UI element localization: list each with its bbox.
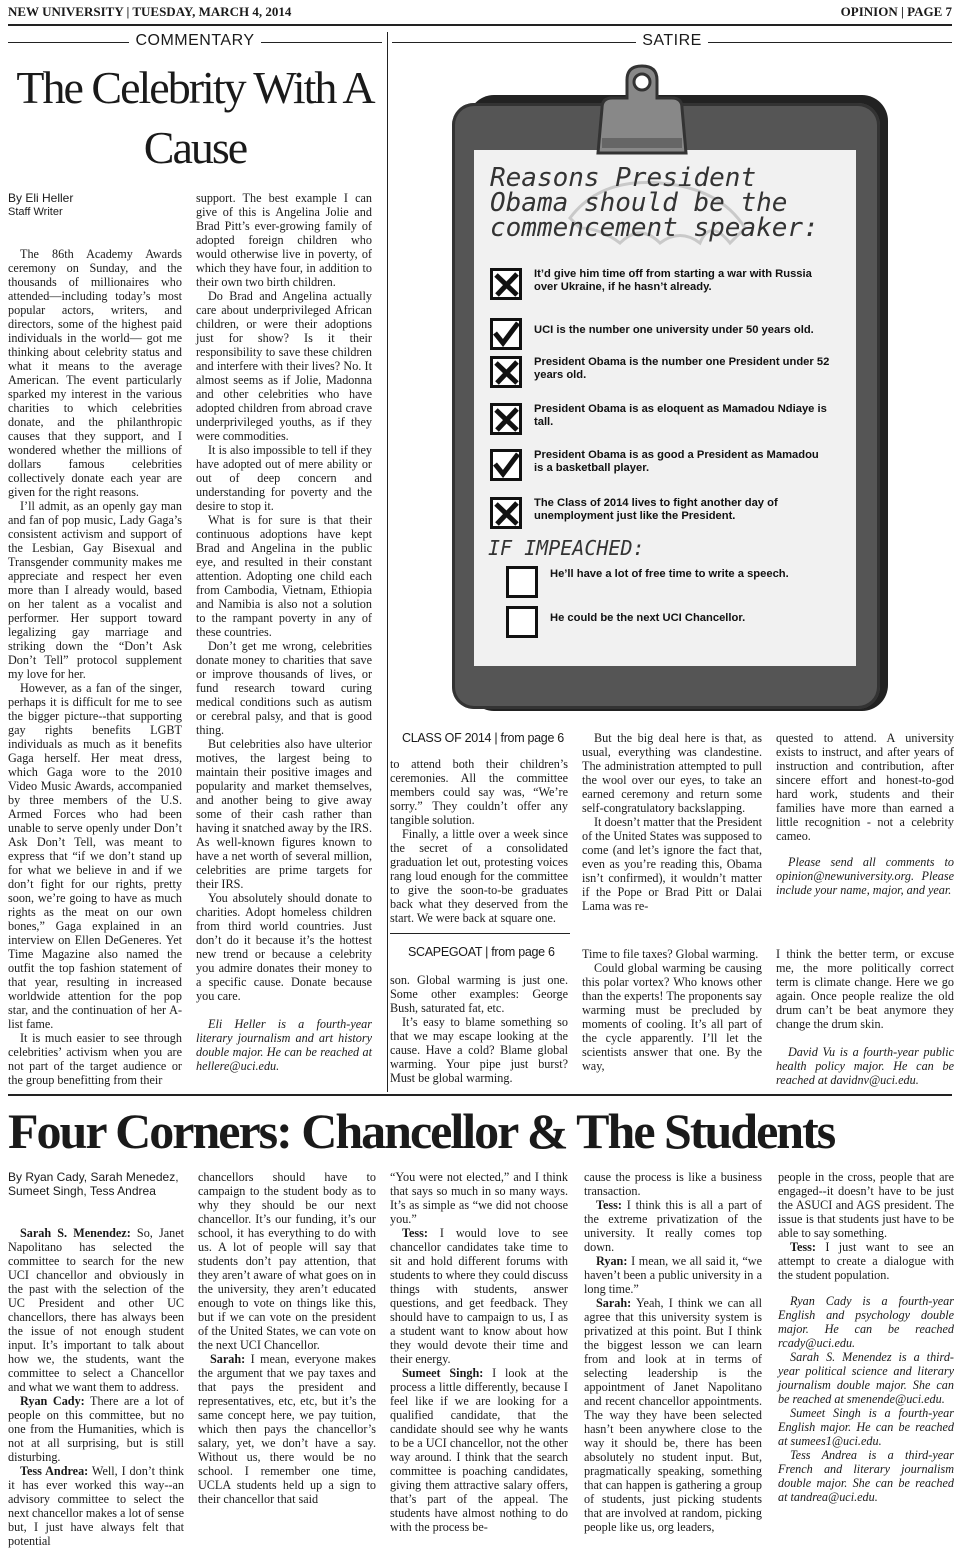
speech: I look at the process a little differently, because I feel like if we are looking for a qualified candidate, that the candidate should see why he wants to be a UCI chancellor, not the other way around. I think that the search committee is poaching candidates, giving them attractive salary offers, that’s part of the appeal. The students have almost nothing to do with the process be- <box>390 1366 568 1534</box>
paragraph: support. The best example I can give of this is Angelina Jolie and Brad Pitt’s ever-growing family of adopted foreign children who would otherwise live in poverty, of which they have four, in addition to their own two birth children. <box>196 191 372 289</box>
jump-page: from page 6 <box>500 731 564 745</box>
scapegoat-jump-head: SCAPEGOAT | from page 6 <box>408 945 555 959</box>
author-tagline: Sarah S. Menendez is a third-year political science and literary journalism double major. She can be reached at smenende@uci.edu. <box>778 1350 954 1406</box>
paragraph: The 86th Academy Awards ceremony on Sunday, and the thousands of millionaires who attended—including today’s most popular actors, writers, and directors, some of the highest paid individuals in the world— got me thinking about celebrity status and what it means to the average American. The event particularly sparked my interest in the various charities to which celebrities donate, and the philanthropic causes that they support, and I wondered whether the millions of dollars famous celebrities collectively donate each year are given for the right reasons. <box>8 247 182 499</box>
speaker: Ryan Cady: <box>20 1394 85 1408</box>
class2014-jump-head: CLASS OF 2014 | from page 6 <box>402 731 564 745</box>
paragraph: However, as a fan of the singer, perhaps it is difficult for me to see the bigger picture--that supporting gay rights benefits LGBT individuals as much as it benefits Gaga herself. Her meat dress, which Gaga wore to the 2010 Video Music Awards, accompanied by three members of the U.S. Armed Forces who had been unable to serve openly under Don’t Ask Don’t Tell, was meant to express that “if we don’t stand up for what we believe in and if we don’t fight for our rights, pretty soon, we’re going to have as much rights as the meat on our own bones,” Gaga explained in an interview on Ellen DeGeneres. Yet Time Magazine also named the outfit the top fashion statement of that year, resulting in increased worldwide attention for the pop star, and the continuation of her A-list fame. <box>8 681 182 1031</box>
checklist-item-text: President Obama is the number one President under 52 years old. <box>534 356 830 381</box>
corners-column-3 <box>390 1170 568 1534</box>
paragraph: Could global warming be causing this polar vortex? Who knows other than the experts! The proponents say warming must be precluded by moments of cooling. It’s all part of the cycle apparently. I’ll let the scientists answer that one. By the way, <box>582 961 762 1073</box>
speaker: Tess: <box>402 1226 428 1240</box>
paragraph: It doesn’t matter that the President of the United States was supposed to come (and let’s ignore the fact that, even as you’re reading this, Obama isn’t confirmed), it wouldn’t matter if the Pope or Brad Pitt or Dalai Lama was re- <box>582 815 762 913</box>
author-tagline: Sumeet Singh is a fourth-year English major. He can be reached at sumees1@uci.edu. <box>778 1406 954 1448</box>
four-corners-headline: Four Corners: Chancellor & The Students <box>8 1103 835 1159</box>
checklist-item-text: President Obama is as good a President as Mamadou is a basketball player. <box>534 449 819 474</box>
checklist-item <box>490 449 830 481</box>
speech: people in the cross, people that are engaged--it doesn’t have to be just the ASUCI and AGS president. The issue is that students just have to be able to say something. <box>778 1170 954 1240</box>
speech: I mean, we all said it, “we haven’t been a public university in a long time.” <box>584 1254 762 1296</box>
paragraph: I’ll admit, as an openly gay man and fan of pop music, Lady Gaga’s consistent activism and support of the Lesbian, Gay Bisexual and Transgender community makes me appreciate and respect her even more than I already would, based on her talent as a vocalist and performer. Her support toward legalizing gay marriage and striking down the “Don’t Ask Don’t Tell” protocol supplement my love for her. <box>8 499 182 681</box>
speech: I just want to see an attempt to create a dialogue with the student population. <box>778 1240 954 1282</box>
speech: “You were not elected,” and I think that says so much in so many ways. It’s as simple as “we did not choose you.” <box>390 1170 568 1226</box>
empty-box-icon <box>506 606 538 638</box>
paragraph: It is much easier to see through celebrities’ activism when you are not part of the target audience or the group benefitting from their <box>8 1031 182 1087</box>
speech: I think this is all a part of the extreme privatization of the university. It really comes top down. <box>584 1198 762 1254</box>
jump-page: from page 6 <box>491 945 555 959</box>
checklist-item-text: He could be the next UCI Chancellor. <box>550 612 746 624</box>
commentary-headline <box>10 58 380 178</box>
speech: cause the process is like a business transaction. <box>584 1170 762 1198</box>
author-role: Staff Writer <box>8 206 63 218</box>
speaker: Sarah S. Menendez: <box>20 1226 131 1240</box>
paragraph: quested to attend. A university exists to instruct, and after years of instruction and contribution, after sincere effort and honest-to-god hard work, students and their families have more than earned a little recognition - not a celebrity cameo. <box>776 731 954 843</box>
scapegoat-column-1 <box>390 973 568 1085</box>
paragraph: It’s easy to blame something so that we may escape looking at the cause. Have a cold? Blame global warming. Your pipe just burst? Must be global warming. <box>390 1015 568 1085</box>
paragraph: But celebrities also have ulterior motives, the largest being to maintain their positive images and popularity and market themselves, and another being to give away some of their cash rather than having it snatched away by the IRS. As well-known figures known to have a net worth of several million, celebrities are prime targets for their IRS. <box>196 737 372 891</box>
speaker: Sarah: <box>210 1352 246 1366</box>
speaker: Ryan: <box>596 1254 628 1268</box>
paragraph: Finally, a little over a week since the secret of a consolidated graduation let out, protesting voices rang loud enough for the committee to give the soon-to-be graduates back what they deserved from the start. We were back at square one. <box>390 827 568 925</box>
commentary-column-2 <box>196 191 372 1073</box>
paragraph: I think the better term, or excuse me, the more politically correct term is climate change. Here we go again. Once people realize the old drum can’t be beat anymore they change the drum skin. <box>776 947 954 1031</box>
headline-line-1: The Celebrity With A <box>16 62 374 113</box>
speaker: Tess: <box>790 1240 816 1254</box>
checked-box-icon <box>490 449 522 481</box>
commentary-section-header <box>8 32 382 50</box>
checked-box-icon <box>490 403 522 435</box>
checklist-item-text: He’ll have a lot of free time to write a speech. <box>550 568 789 580</box>
checklist-item-text: The Class of 2014 lives to fight another day of unemployment just like the President. <box>534 497 778 522</box>
checklist-item <box>506 566 846 598</box>
author-tagline: Tess Andrea is a third-year French and literary journalism double major. She can be reached at tandrea@uci.edu. <box>778 1448 954 1504</box>
speech: chancellors should have to campaign to the student body as to why they should be our next chancellor. It’s our funding, it’s our school, it has everything to do with us. A lot of people will say that students don’t pay attention, that they aren’t aware of what goes on in the university, they aren’t educated enough to vote on things like this, but if we can vote on the president of the United States, we can vote on the next UCI Chancellor. <box>198 1170 376 1352</box>
corners-column-5 <box>778 1170 954 1504</box>
checklist-item-text: UCI is the number one university under 50 years old. <box>534 324 814 336</box>
speech: Yeah, I think we can all agree that this university system is privatized at this point. But I think the biggest lesson we can learn from and look at in terms of selecting leadership is the appointment of Janet Napolitano and recent chancellor appointments. The way they have been selected hasn’t been anywhere close to the way it should be, there has been absolutely no student input. But, pragmatically speaking, something that can happen is gathering a group of students, just picking students that are involved at random, picking people like us, org leaders, <box>584 1296 762 1534</box>
speaker: Tess: <box>596 1198 622 1212</box>
speech: I mean, everyone makes the argument that we pay taxes and that pays the president and representatives, etc, etc, but it’s the same concept here, we pay tuition, which then pays the chancellor’s salary, yet, we don’t have a say. Without us, there would be no school. I remember one time, UCLA students held up a sign to their chancellor that said <box>198 1352 376 1506</box>
four-corners-byline: By Ryan Cady, Sarah Menedez, Sumeet Singh, Tess Andrea <box>8 1170 179 1198</box>
paragraph: You absolutely should donate to charities. Adopt homeless children from third world countries. Just don’t do it because it’s the hottest new trend or because a celebrity you admire donates their money to a specific cause. Donate because you care. <box>196 891 372 1003</box>
class2014-column-3 <box>776 731 954 897</box>
paragraph: But the big deal here is that, as usual, everything was clandestine. The administration attempted to pull the wool over our eyes, to take an earned ceremony and return some self-congratulatory backslapping. <box>582 731 762 815</box>
empty-box-icon <box>506 566 538 598</box>
checklist-item-text: It’d give him time off from starting a war with Russia over Ukraine, if he hasn’t already. <box>534 268 812 293</box>
scapegoat-column-3 <box>776 947 954 1087</box>
corners-column-1 <box>8 1226 184 1548</box>
commentary-byline <box>8 191 188 219</box>
speaker: Sarah: <box>596 1296 632 1310</box>
clipboard-clip-icon <box>582 58 702 158</box>
speaker: Sumeet Singh: <box>402 1366 484 1380</box>
checklist-item <box>506 606 846 638</box>
checklist-item <box>490 268 830 300</box>
paragraph: son. Global warming is just one. Some other examples: George Bush, saturated fat, etc. <box>390 973 568 1015</box>
speech: There are a lot of people on this committee, but no one from the Humanities, which is not at all surprising, but is still disturbing. <box>8 1394 184 1464</box>
commentary-label: COMMENTARY <box>129 32 260 49</box>
if-impeached-label: IF IMPEACHED: <box>488 536 645 560</box>
class2014-column-2 <box>582 731 762 913</box>
jump-label: CLASS OF 2014 <box>402 731 492 745</box>
paragraph: Do Brad and Angelina actually care about underprivileged African children, or were their adoptions just for show? Is it their responsibility to save these children and interfere with their lives? No. It almost seems as if Jolie, Madonna and other celebrities who have adopted children from abroad crave underprivileged youths, as if they were commodities. <box>196 289 372 443</box>
checked-box-icon <box>490 268 522 300</box>
checked-box-icon <box>490 318 522 350</box>
checklist-item <box>490 318 830 350</box>
section-rule <box>8 1094 952 1096</box>
checked-box-icon <box>490 497 522 529</box>
satire-label: SATIRE <box>636 32 708 49</box>
speech: Well, I don’t think it has ever worked this way--an advisory committee to select the next chancellor makes a lot of sense but, I just have always felt that potential <box>8 1464 185 1548</box>
divider <box>390 933 570 934</box>
author-tagline: Eli Heller is a fourth-year literary journalism and art history double major. He can be reached at hellere@uci.edu. <box>196 1017 372 1073</box>
jump-label: SCAPEGOAT <box>408 945 482 959</box>
speech: I would love to see chancellor candidates take time to sit and hold different forums with students to where they could discuss things with students, answer questions, and get feedback. They should have to campaign to us, I as a student want to know about how they would devote their time and their energy. <box>390 1226 568 1366</box>
paragraph: What is for sure is that their continuous adoptions have kept Brad and Angelina in the public eye, and resulted in their constant attention. Adopting one child each from Cambodia, Vietnam, Ethiopia and Namibia is also not a solution to the rampant poverty in any of these countries. <box>196 513 372 639</box>
checklist-item <box>490 497 830 529</box>
class2014-column-1 <box>390 757 568 925</box>
commentary-column-1 <box>8 247 182 1087</box>
column-divider <box>387 32 388 1092</box>
corners-column-2 <box>198 1170 376 1506</box>
satire-section-header <box>392 32 952 50</box>
checklist-item <box>490 356 830 388</box>
speaker: Tess Andrea: <box>20 1464 89 1478</box>
checklist-item <box>490 403 830 435</box>
comment-note: Please send all comments to opinion@newuniversity.org. Please include your name, major, and year. <box>776 855 954 897</box>
corners-column-4 <box>584 1170 762 1534</box>
scapegoat-column-2 <box>582 947 762 1073</box>
satire-title: Reasons President Obama should be the commencement speaker: <box>490 163 819 243</box>
author-tagline: David Vu is a fourth-year public health policy major. He can be reached at davidnv@uci.edu. <box>776 1045 954 1087</box>
headline-line-2: Cause <box>143 122 247 173</box>
masthead-left: NEW UNIVERSITY | TUESDAY, MARCH 4, 2014 <box>8 4 292 19</box>
paragraph: to attend both their children’s ceremonies. All the committee members could say was, “We’re sorry.” They couldn’t offer any tangible solution. <box>390 757 568 827</box>
author-name: By Eli Heller <box>8 191 74 205</box>
checklist-item-text: President Obama is as eloquent as Mamadou Ndiaye is tall. <box>534 403 827 428</box>
paragraph: It is also impossible to tell if they have adopted out of mere ability or out of deep concern and understanding for poverty and the desire to stop it. <box>196 443 372 513</box>
speech: So, Janet Napolitano has selected the committee to search for the new UCI chancellor and obviously in the past with the selection of the UC President and other UC chancellors, there has always been the issue of not enough student input. It’s important to talk about how we, the students, want the committee to select a Chancellor and what we want them to address. <box>8 1226 184 1394</box>
masthead <box>8 4 952 26</box>
paragraph: Don’t get me wrong, celebrities donate money to charities that save or improve thousands of lives, or fund research toward curing medical conditions such as autism or cerebral palsy, and that is good thing. <box>196 639 372 737</box>
author-tagline: Ryan Cady is a fourth-year English and psychology double major. He can be reached rcady@uci.edu. <box>778 1294 954 1350</box>
checked-box-icon <box>490 356 522 388</box>
masthead-right: OPINION | PAGE 7 <box>840 4 952 19</box>
paragraph: Time to file taxes? Global warming. <box>582 947 759 961</box>
